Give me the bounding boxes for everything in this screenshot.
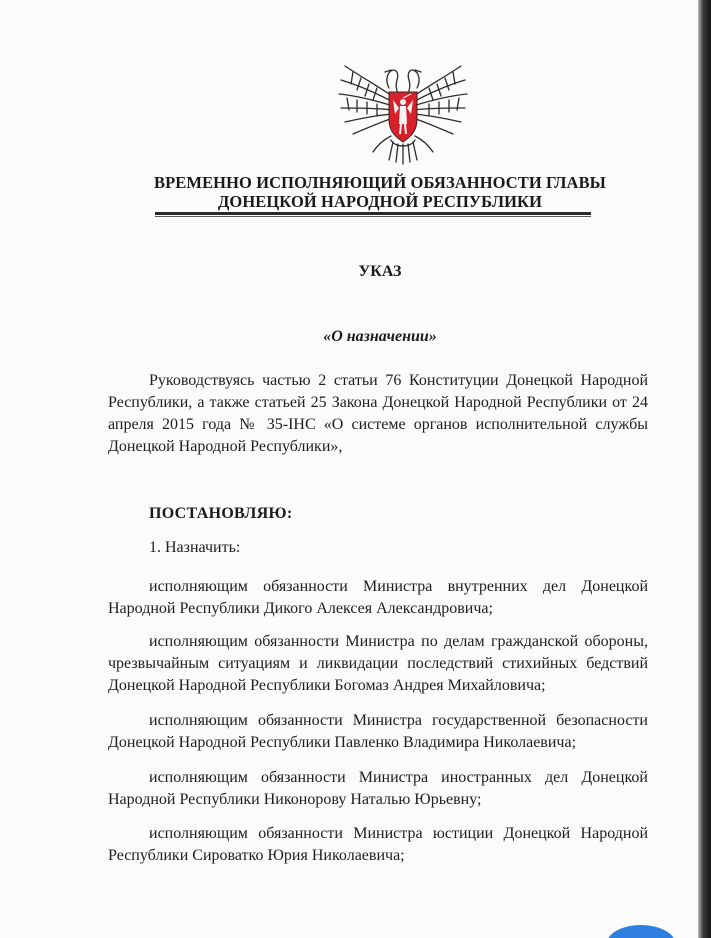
header-rule-thin — [155, 216, 591, 217]
appointment-paragraph — [108, 710, 648, 754]
appointment-paragraph — [108, 767, 648, 811]
appointment-text: исполняющим обязанности Министра иностранных дел Донецкой Народной Республики Никонорову Наталью Юрьевну; — [108, 769, 648, 808]
resolution-heading: ПОСТАНОВЛЯЮ: — [149, 505, 293, 522]
header-rule-thick — [155, 212, 591, 215]
appointment-text: исполняющим обязанности Министра государственной безопасности Донецкой Народной Республики Павленко Владимира Николаевича; — [108, 712, 648, 751]
appointment-paragraph — [108, 576, 648, 620]
document-subject: «О назначении» — [323, 328, 437, 345]
appointment-text: исполняющим обязанности Министра юстиции Донецкой Народной Республики Сироватко Юрия Николаевича; — [108, 825, 648, 864]
appointment-text: исполняющим обязанности Министра внутренних дел Донецкой Народной Республики Дикого Алексея Александровича; — [108, 578, 648, 617]
document-type: УКАЗ — [358, 263, 402, 280]
preamble-paragraph — [108, 370, 648, 458]
corner-blue-mark — [606, 925, 676, 938]
appointment-paragraph — [108, 631, 648, 697]
item-1-heading: 1. Назначить: — [149, 539, 241, 556]
issuer-heading-line-1: ВРЕМЕННО ИСПОЛНЯЮЩИЙ ОБЯЗАННОСТИ ГЛАВЫ — [154, 173, 606, 192]
appointment-paragraph — [108, 823, 648, 867]
issuer-heading-line-2: ДОНЕЦКОЙ НАРОДНОЙ РЕСПУБЛИКИ — [217, 192, 543, 211]
appointment-text: исполняющим обязанности Министра по делам гражданской обороны, чрезвычайным ситуациям и ликвидации последствий стихийных бедствий Донецкой Народной Республики Богомаз Андрея Михайловича; — [108, 633, 648, 694]
preamble-text: Руководствуясь частью 2 статьи 76 Конституции Донецкой Народной Республики, а также статьей 25 Закона Донецкой Народной Республики от 24 апреля 2015 года № 35-IНС «О системе органов исполнительной службы Донецкой Народной Республики», — [108, 372, 648, 455]
double-headed-eagle-coat-of-arms-icon — [333, 58, 473, 168]
issuer-heading — [150, 173, 610, 211]
scan-dark-edge — [698, 0, 711, 938]
